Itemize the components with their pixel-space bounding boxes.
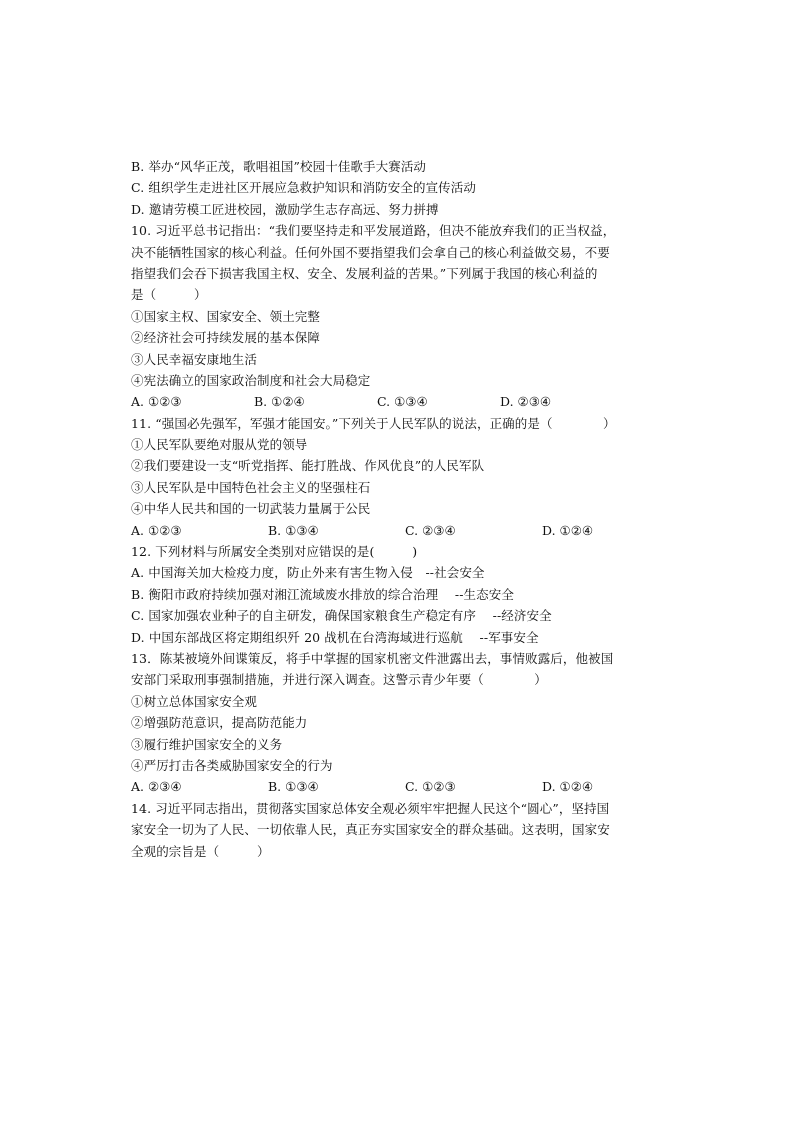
q11-item: ③人民军队是中国特色社会主义的坚强柱石	[131, 479, 371, 495]
q11-item: ④中华人民共和国的一切武装力量属于公民	[131, 501, 371, 517]
q10-option-d: D. ②③④	[500, 394, 552, 410]
q13-item: ①树立总体国家安全观	[131, 693, 258, 709]
q13-option-a: A. ②③④	[131, 779, 182, 795]
q11-option-a: A. ①②③	[131, 522, 182, 538]
q11-options	[131, 520, 671, 541]
q13-stem-line: 13．陈某被境外间谍策反，将手中掌握的国家机密文件泄露出去，事情败露后，他被国	[131, 650, 614, 666]
q13-item: ④严厉打击各类威胁国家安全的行为	[131, 757, 333, 773]
q10-stem-line: 10. 习近平总书记指出：“我们要坚持走和平发展道路，但决不能放弃我们的正当权益，	[131, 223, 616, 239]
q10-item: ④宪法确立的国家政治制度和社会大局稳定	[131, 372, 371, 388]
q12-option-a: A. 中国海关加大检疫力度，防止外来有害生物入侵 --社会安全	[131, 565, 485, 581]
q12-option-b: B. 衡阳市政府持续加强对湘江流域废水排放的综合治理 --生态安全	[131, 586, 514, 602]
q11-item: ①人民军队要绝对服从党的领导	[131, 437, 308, 453]
q13-option-d: D. ①②④	[542, 779, 594, 795]
exam-page	[131, 156, 671, 862]
q11-stem: 11. “强国必先强军，军强才能国安。”下列关于人民军队的说法，正确的是（ ）	[131, 415, 616, 431]
q13-option-b: B. ①③④	[268, 779, 319, 795]
q10-item: ②经济社会可持续发展的基本保障	[131, 330, 321, 346]
q9-option-c: C. 组织学生走进社区开展应急救护知识和消防安全的宣传活动	[131, 180, 476, 196]
q11-option-c: C. ②③④	[405, 522, 456, 538]
q10-item: ①国家主权、国家安全、领土完整	[131, 308, 321, 324]
q14-stem-line: 家安全一切为了人民、一切依靠人民，真正夯实国家安全的群众基础。这表明，国家安	[131, 822, 610, 838]
q10-stem-line: 是（ ）	[131, 287, 207, 303]
q11-option-d: D. ①②④	[542, 522, 594, 538]
q10-option-b: B. ①②④	[254, 394, 305, 410]
q13-item: ②增强防范意识，提高防范能力	[131, 715, 308, 731]
q10-options	[131, 391, 671, 412]
q10-option-c: C. ①③④	[377, 394, 428, 410]
q13-option-c: C. ①②③	[405, 779, 456, 795]
q14-stem-line: 14. 习近平同志指出，贯彻落实国家总体安全观必须牢牢把握人民这个“圆心”，坚持国	[131, 800, 610, 816]
q14-stem-line: 全观的宗旨是（ ）	[131, 843, 270, 859]
q13-stem-line: 安部门采取刑事强制措施，并进行深入调查。这警示青少年要（ ）	[131, 672, 547, 688]
q12-option-c: C. 国家加强农业种子的自主研发，确保国家粮食生产稳定有序 --经济安全	[131, 608, 552, 624]
q11-item: ②我们要建设一支“听党指挥、能打胜战、作风优良”的人民军队	[131, 458, 485, 474]
q9-option-d: D. 邀请劳模工匠进校园，激励学生志存高远、努力拼搏	[131, 201, 439, 217]
q10-option-a: A. ①②③	[131, 394, 182, 410]
q10-stem-line: 决不能牺牲国家的核心利益。任何外国不要指望我们会拿自己的核心利益做交易，不要	[131, 244, 610, 260]
q12-option-d: D. 中国东部战区将定期组织歼 20 战机在台湾海域进行巡航 --军事安全	[131, 629, 539, 645]
q13-options	[131, 776, 671, 797]
q10-stem-line: 指望我们会吞下损害我国主权、安全、发展利益的苦果。”下列属于我国的核心利益的	[131, 265, 598, 281]
q11-option-b: B. ①③④	[268, 522, 319, 538]
q10-item: ③人民幸福安康地生活	[131, 351, 258, 367]
q9-option-b: B. 举办“风华正茂，歌唱祖国”校园十佳歌手大赛活动	[131, 159, 427, 174]
q13-item: ③履行维护国家安全的义务	[131, 736, 283, 752]
q12-stem: 12. 下列材料与所属安全类别对应错误的是( )	[131, 544, 418, 560]
